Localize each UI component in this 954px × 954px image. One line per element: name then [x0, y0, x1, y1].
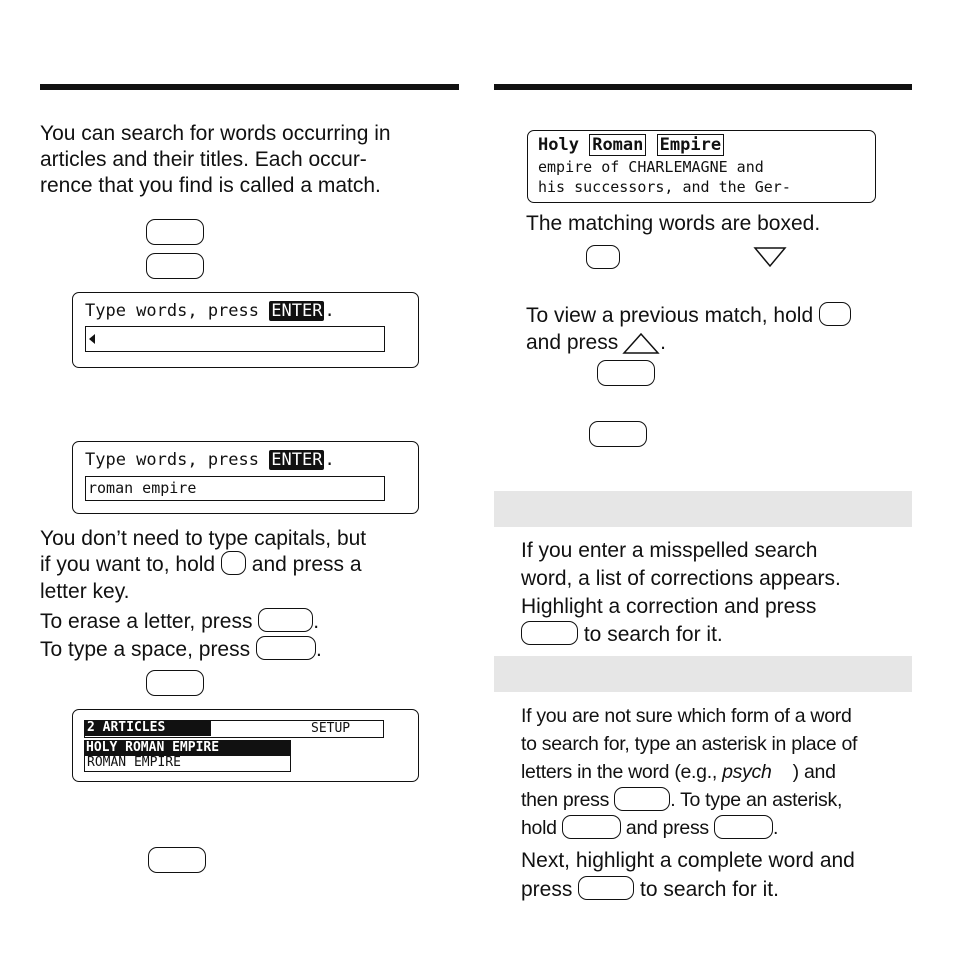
prev-line-2	[526, 330, 666, 356]
setup-label[interactable]: SETUP	[311, 721, 351, 736]
lcd-screen-type-words	[72, 292, 419, 368]
key-icon	[221, 551, 246, 575]
capitals-text-a: if you want to, hold	[40, 553, 216, 576]
lcd-prompt-suffix: .	[324, 301, 335, 321]
misspell-line-2: word, a list of corrections appears.	[521, 567, 841, 590]
asterisk-text-c: then press	[521, 789, 610, 811]
search-input-value: roman empire	[88, 479, 197, 497]
misspell-line-1: If you enter a misspelled search	[521, 539, 818, 562]
next-text-b: to search for it.	[640, 878, 779, 901]
erase-text: To erase a letter, press	[40, 610, 253, 633]
example-word: psych	[722, 761, 772, 783]
article-item[interactable]: ROMAN EMPIRE	[84, 755, 291, 772]
key-icon	[148, 847, 206, 873]
key-icon	[614, 787, 670, 811]
next-line-1: Next, highlight a complete word and	[521, 849, 855, 872]
key-icon	[714, 815, 773, 839]
asterisk-text-g: .	[772, 817, 779, 839]
capitals-line-3: letter key.	[40, 580, 130, 603]
misspell-line-4	[521, 622, 723, 648]
section-band	[494, 491, 912, 527]
key-icon	[578, 876, 634, 900]
key-icon	[597, 360, 655, 386]
cursor-icon	[89, 334, 95, 344]
key-icon	[146, 670, 204, 696]
prev-text-b: and press	[526, 331, 619, 354]
next-text-a: press	[521, 878, 573, 901]
space-period: .	[315, 638, 322, 661]
asterisk-line-4	[521, 787, 842, 814]
key-icon	[819, 302, 851, 326]
lcd-screen-article	[527, 130, 876, 203]
search-input[interactable]	[85, 476, 385, 501]
article-item-selected[interactable]: HOLY ROMAN EMPIRE	[84, 740, 291, 755]
search-input[interactable]	[85, 326, 385, 352]
asterisk-text-e: hold	[521, 817, 557, 839]
key-icon	[562, 815, 621, 839]
title-word-empire-boxed: Empire	[657, 134, 724, 156]
article-title	[538, 135, 724, 155]
right-top-rule	[494, 84, 912, 90]
lcd-screen-typed-words	[72, 441, 419, 514]
intro-line-3: rence that you find is called a match.	[40, 174, 381, 197]
key-icon	[146, 219, 204, 245]
lcd-prompt-text: Type words, press	[85, 450, 259, 470]
key-icon	[589, 421, 647, 447]
capitals-line-1: You don’t need to type capitals, but	[40, 527, 367, 550]
lcd-screen-article-list	[72, 709, 419, 782]
asterisk-line-1: If you are not sure which form of a word	[521, 705, 852, 727]
title-word-holy: Holy	[538, 135, 579, 155]
prev-text-a: To view a previous match, hold	[526, 304, 814, 327]
lcd-prompt	[85, 450, 335, 470]
asterisk-text-f: and press	[625, 817, 709, 839]
space-text: To type a space, press	[40, 638, 251, 661]
article-count: 2 ARTICLES	[85, 720, 211, 736]
article-line-3: his successors, and the Ger-	[538, 178, 791, 196]
section-band	[494, 656, 912, 692]
key-icon	[256, 636, 316, 660]
enter-key-label: ENTER	[271, 450, 323, 470]
key-line	[586, 245, 836, 269]
asterisk-text-d: . To type an asterisk,	[670, 789, 843, 811]
asterisk-text-b: ) and	[792, 761, 836, 783]
misspell-line-3: Highlight a correction and press	[521, 595, 817, 618]
intro-line-1: You can search for words occurring in	[40, 122, 391, 145]
erase-period: .	[313, 610, 320, 633]
title-word-roman-boxed: Roman	[589, 134, 646, 156]
prev-text-c: .	[660, 331, 666, 354]
left-top-rule	[40, 84, 459, 90]
misspell-last-text: to search for it.	[583, 623, 723, 646]
intro-line-2: articles and their titles. Each occur-	[40, 148, 367, 171]
asterisk-line-2: to search for, type an asterisk in place of	[521, 733, 858, 755]
prev-line-1	[526, 303, 851, 329]
next-line-2	[521, 877, 779, 903]
down-arrow-icon	[753, 246, 787, 268]
erase-line	[40, 609, 319, 635]
asterisk-text-a: letters in the word (e.g.,	[521, 761, 717, 783]
key-icon	[521, 621, 578, 645]
asterisk-line-3	[521, 759, 836, 786]
key-icon	[146, 253, 204, 279]
key-icon	[258, 608, 313, 632]
asterisk-line-5	[521, 815, 778, 842]
article-line-2: empire of CHARLEMAGNE and	[538, 158, 764, 176]
space-line	[40, 637, 322, 663]
capitals-line-2	[40, 552, 362, 578]
lcd-prompt-text: Type words, press	[85, 301, 259, 321]
key-icon	[586, 245, 620, 269]
lcd-prompt	[85, 301, 335, 321]
up-arrow-icon	[622, 331, 660, 355]
enter-key-label: ENTER	[271, 301, 323, 321]
lcd-prompt-suffix: .	[324, 450, 335, 470]
article-list-header	[84, 720, 384, 738]
boxed-note: The matching words are boxed.	[526, 212, 821, 235]
capitals-text-b: and press a	[251, 553, 362, 576]
